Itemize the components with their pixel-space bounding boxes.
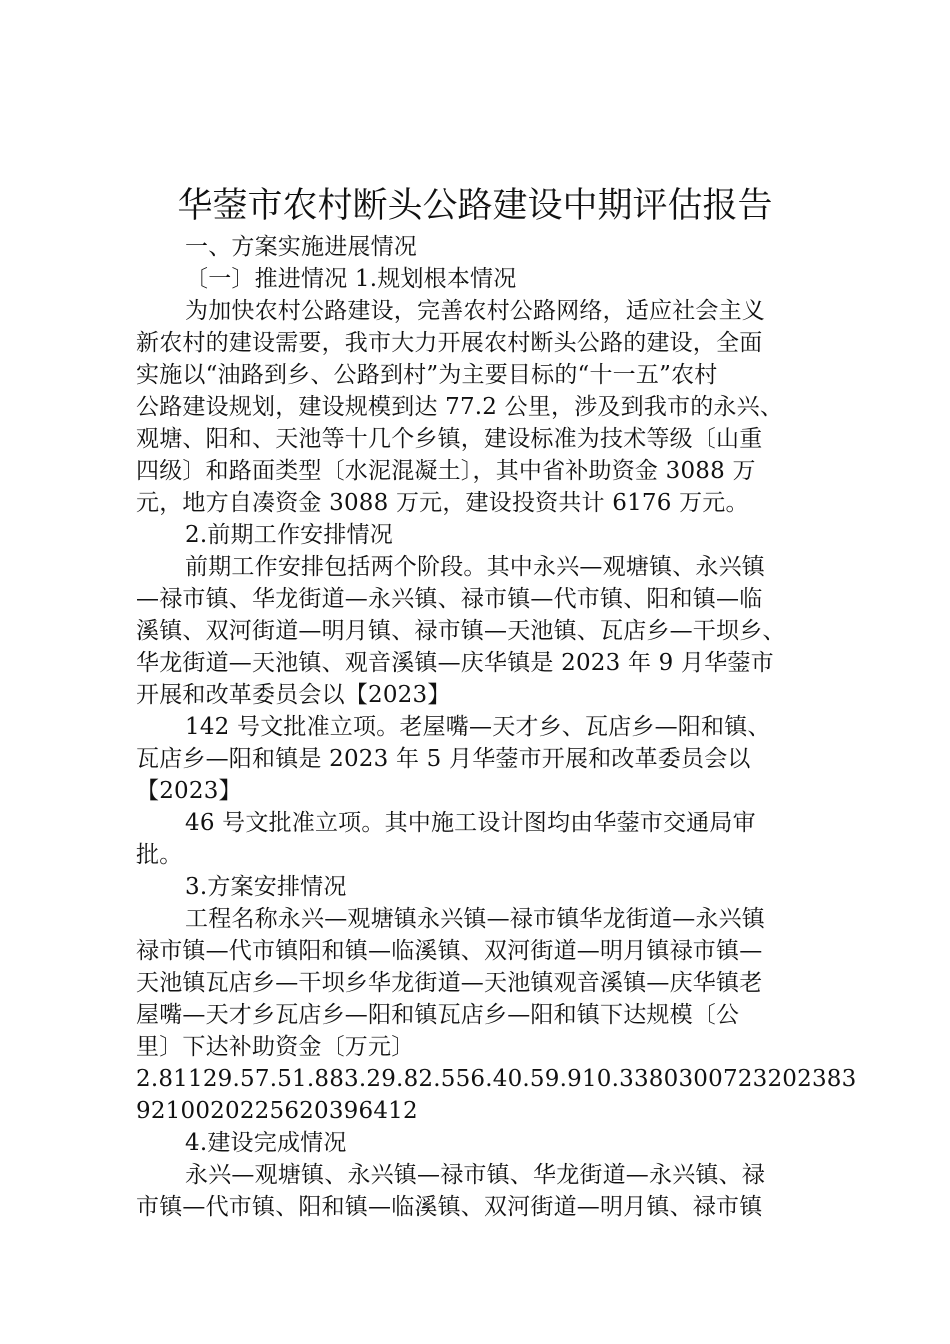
paragraph-line: 华龙街道—天池镇、观音溪镇—庆华镇是 2023 年 9 月华蓥市 bbox=[136, 650, 774, 676]
paragraph-line: 工程名称永兴—观塘镇永兴镇—禄市镇华龙街道—永兴镇 bbox=[185, 906, 765, 932]
paragraph-line: 瓦店乡—阳和镇是 2023 年 5 月华蓥市开展和改革委员会以 bbox=[136, 746, 751, 772]
paragraph-line: 里〕下达补助资金〔万元〕 bbox=[136, 1034, 415, 1060]
paragraph-line: 新农村的建设需要，我市大力开展农村断头公路的建设，全面 bbox=[136, 330, 763, 356]
paragraph-line: 为加快农村公路建设，完善农村公路网络，适应社会主义 bbox=[185, 298, 765, 324]
paragraph-line: 观塘、阳和、天池等十几个乡镇，建设标准为技术等级〔山重 bbox=[136, 426, 763, 452]
subsection-heading: 3.方案安排情况 bbox=[185, 874, 347, 900]
paragraph-line: 禄市镇—代市镇阳和镇—临溪镇、双河街道—明月镇禄市镇— bbox=[136, 938, 763, 964]
paragraph-line: 921002022562039641​2 bbox=[136, 1098, 418, 1124]
paragraph-line: 元，地方自凑资金 3088 万元，建设投资共计 6176 万元。 bbox=[136, 490, 749, 516]
paragraph-line: 开展和改革委员会以【2023】 bbox=[136, 682, 451, 708]
paragraph-line: 溪镇、双河街道—明月镇、禄市镇—天池镇、瓦店乡—干坝乡、 bbox=[136, 618, 786, 644]
paragraph-line: 公路建设规划，建设规模到达 77.2 公里，涉及到我市的永兴、 bbox=[136, 394, 784, 420]
paragraph-line: 实施以“油路到乡、公路到村”为主要目标的“十一五”农村 bbox=[136, 362, 718, 388]
paragraph-line: 市镇—代市镇、阳和镇—临溪镇、双河街道—明月镇、禄市镇 bbox=[136, 1194, 763, 1220]
paragraph-line: 2.81129.57.51.883.29.82.556.40.59.910.3380300723202383 bbox=[136, 1066, 857, 1092]
paragraph-line: 【2023】 bbox=[136, 778, 242, 804]
paragraph-line: 142 号文批准立项。老屋嘴—天才乡、瓦店乡—阳和镇、 bbox=[185, 714, 771, 740]
paragraph-line: —禄市镇、华龙街道—永兴镇、禄市镇—代市镇、阳和镇—临 bbox=[136, 586, 763, 612]
subsection-heading: 4.建设完成情况 bbox=[185, 1130, 347, 1156]
paragraph-line: 天池镇瓦店乡—干坝乡华龙街道—天池镇观音溪镇—庆华镇老 bbox=[136, 970, 763, 996]
paragraph-line: 批。 bbox=[136, 842, 183, 868]
paragraph-line: 屋嘴—天才乡瓦店乡—阳和镇瓦店乡—阳和镇下达规模〔公 bbox=[136, 1002, 740, 1028]
section-heading: 一、方案实施进展情况 bbox=[185, 234, 417, 260]
subsection-heading: 〔一〕推进情况 1.规划根本情况 bbox=[185, 266, 517, 292]
paragraph-line: 前期工作安排包括两个阶段。其中永兴—观塘镇、永兴镇 bbox=[185, 554, 765, 580]
paragraph-line: 永兴—观塘镇、永兴镇—禄市镇、华龙街道—永兴镇、禄 bbox=[185, 1162, 765, 1188]
document-title: 华蓥市农村断头公路建设中期评估报告 bbox=[177, 186, 773, 226]
paragraph-line: 四级〕和路面类型〔水泥混凝土〕，其中省补助资金 3088 万 bbox=[136, 458, 756, 484]
subsection-heading: 2.前期工作安排情况 bbox=[185, 522, 393, 548]
paragraph-line: 46 号文批准立项。其中施工设计图均由华蓥市交通局审 bbox=[185, 810, 756, 836]
